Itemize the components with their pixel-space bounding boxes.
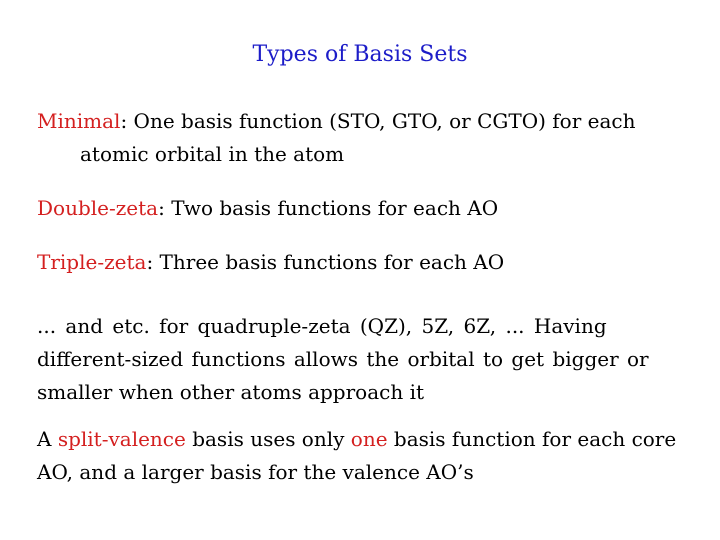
split-valence-line-2: AO, and a larger basis for the valence AO’s <box>37 460 474 484</box>
triple-zeta-colon: : <box>146 250 154 274</box>
double-zeta-term: Double-zeta <box>37 196 159 220</box>
triple-zeta-definition: Three basis functions for each AO <box>153 250 505 274</box>
double-zeta-definition: Two basis functions for each AO <box>164 196 499 220</box>
split-valence-line-1 <box>37 426 676 452</box>
minimal-line-1 <box>37 108 635 134</box>
minimal-line-2: atomic orbital in the atom <box>80 142 345 166</box>
triple-zeta-term: Triple-zeta <box>37 250 147 274</box>
split-valence-term: split-valence <box>57 427 186 451</box>
split-valence-one: one <box>350 427 388 451</box>
slide-title: Types of Basis Sets <box>252 42 468 67</box>
etc-line-1: ... and etc. for quadruple-zeta (QZ), 5Z, 6Z, ... Having <box>37 314 607 338</box>
triple-zeta-line <box>37 249 504 275</box>
split-valence-suffix: basis function for each core <box>387 427 677 451</box>
minimal-definition: One basis function (STO, GTO, or CGTO) for each <box>127 109 636 133</box>
minimal-term: Minimal <box>37 109 121 133</box>
etc-line-2: different-sized functions allows the orbital to get bigger or <box>37 347 649 371</box>
double-zeta-line <box>37 195 498 221</box>
minimal-colon: : <box>120 109 128 133</box>
double-zeta-colon: : <box>158 196 165 220</box>
etc-line-3: smaller when other atoms approach it <box>37 380 425 404</box>
split-valence-prefix: A <box>37 427 58 451</box>
split-valence-mid: basis uses only <box>185 427 351 451</box>
